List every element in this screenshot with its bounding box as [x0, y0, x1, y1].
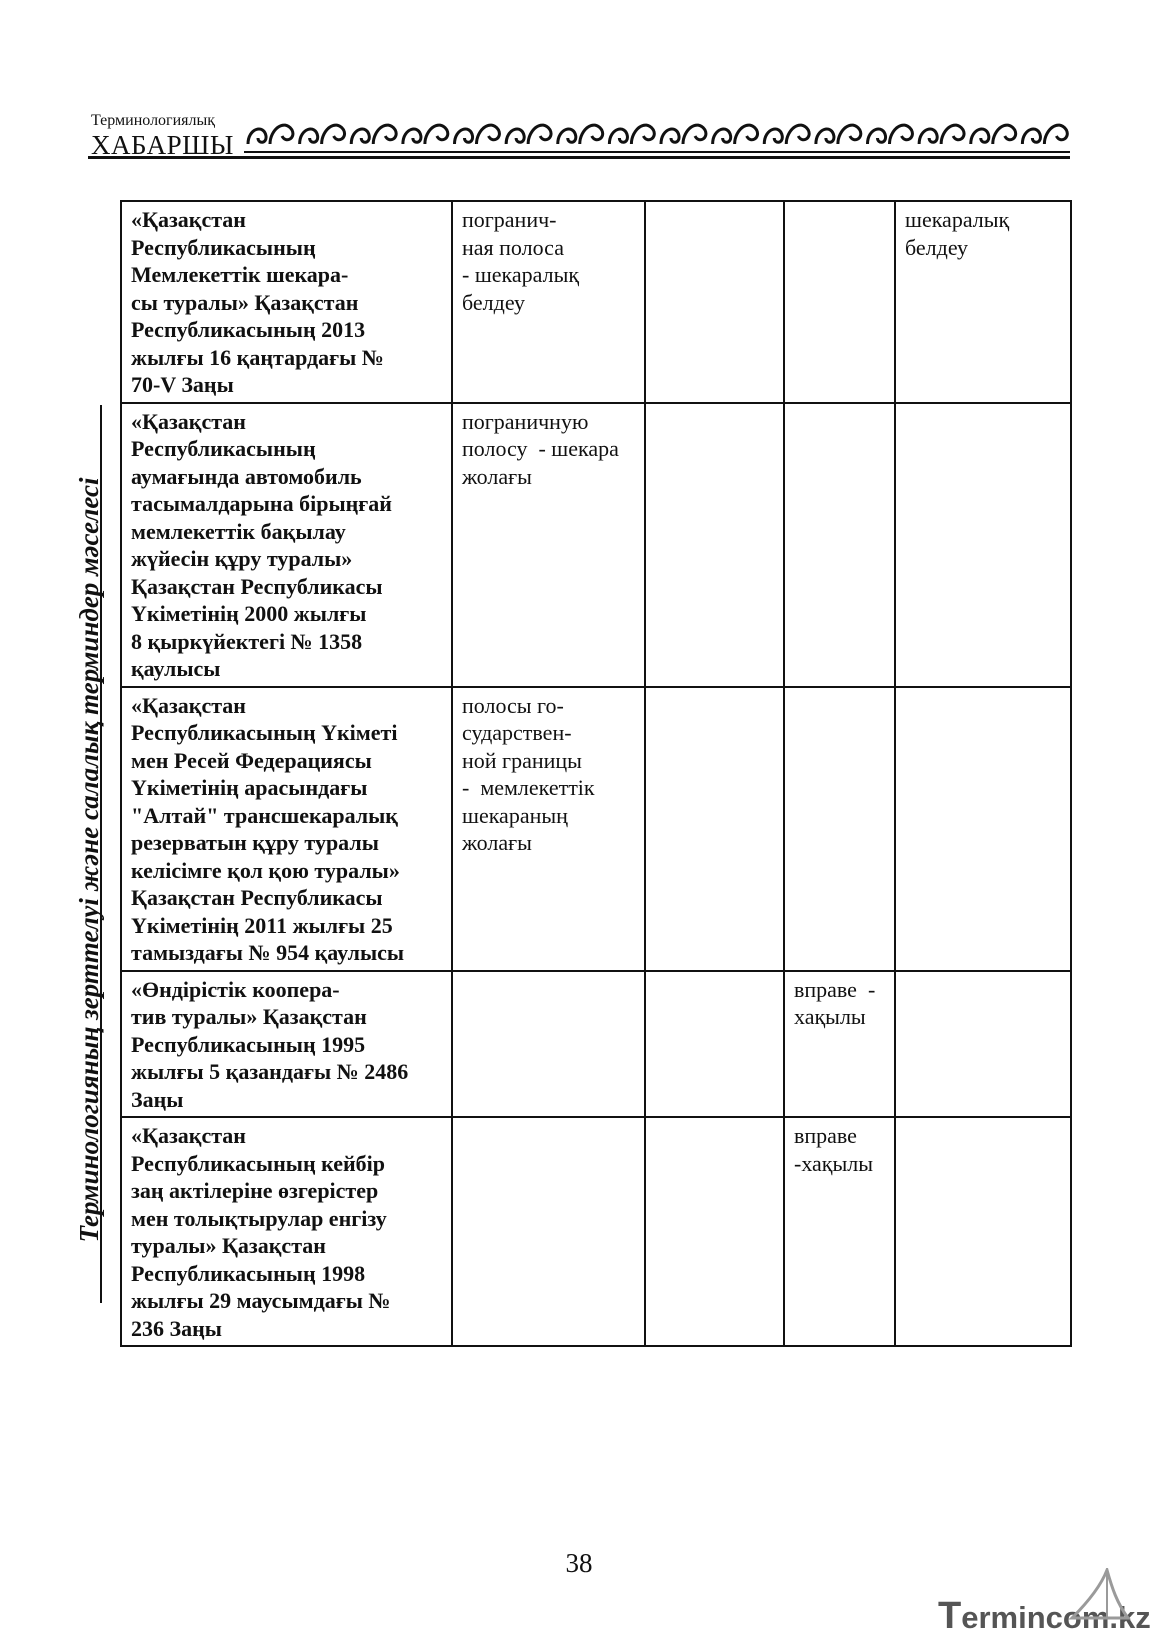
cell-line: Республикасының 1995: [131, 1031, 366, 1057]
ornament-motif: [868, 125, 913, 144]
source-cell: [121, 971, 452, 1118]
ru-term-cell: [452, 971, 645, 1118]
ornament-motif: [1022, 125, 1067, 144]
cell-line: Үкіметінің 2011 жылғы 25: [131, 912, 393, 938]
kz-term-cell: [895, 201, 1071, 403]
cell-line: Үкіметінің арасындағы: [131, 775, 368, 800]
ornament-motif: [971, 125, 1016, 144]
cell-line: Республикасының: [131, 436, 316, 461]
source-cell: [121, 1117, 452, 1346]
ornament-motif: [919, 125, 964, 144]
cell-line: аумағында автомобиль: [131, 463, 362, 489]
kz-term-cell: [895, 687, 1071, 971]
cell-line: сударствен-: [462, 720, 572, 745]
ru-kz-term-cell: [784, 971, 895, 1118]
ornament-motif: [506, 125, 551, 144]
cell-line: пограничную: [462, 408, 589, 434]
ru-term-cell: [452, 1117, 645, 1346]
terms-table: [120, 200, 1072, 1347]
ornament-motif: [558, 125, 603, 144]
cell-line: тив туралы» Қазақстан: [131, 1004, 367, 1029]
cell-line: Республикасының кейбір: [131, 1150, 386, 1176]
cell-line: -хақылы: [794, 1150, 874, 1176]
cell-line: Республикасының 2013: [131, 317, 366, 342]
cell-line: вправе -: [794, 976, 876, 1002]
cell-line: Мемлекеттік шекара-: [131, 262, 349, 287]
cell-line: белдеу: [462, 289, 526, 315]
journal-header: [88, 108, 1070, 160]
ornament-motif: [816, 125, 861, 144]
table-row: [121, 201, 1071, 403]
cell-line: - шекаралық: [462, 262, 580, 287]
ru-term-cell: [452, 201, 645, 403]
empty-cell: [645, 1117, 784, 1346]
logo-word: ermincom: [961, 1600, 1110, 1635]
logo-domain: .kz: [1109, 1600, 1151, 1635]
ornament-motif: [403, 125, 448, 144]
ornament-motif: [455, 125, 500, 144]
cell-line: жүйесін құру туралы»: [131, 546, 353, 571]
cell-line: мен Ресей Федерациясы: [131, 747, 372, 773]
cell-line: ной границы: [462, 747, 582, 773]
ornament-band-icon: [244, 114, 1070, 156]
sail-icon: [1062, 1568, 1132, 1624]
empty-cell: [645, 687, 784, 971]
journal-title-big: ХАБАРШЫ: [91, 130, 234, 160]
cell-line: Үкіметінің 2000 жылғы: [131, 601, 367, 626]
source-cell: [121, 201, 452, 403]
cell-line: полосу - шекара: [462, 436, 619, 461]
ru-kz-term-cell: [784, 1117, 895, 1346]
cell-line: жылғы 29 маусымдағы №: [131, 1288, 391, 1313]
cell-line: Республикасының 1998: [131, 1260, 366, 1286]
cell-line: тамыздағы № 954 қаулысы: [131, 940, 405, 965]
cell-line: Қазақстан Республикасы: [131, 885, 383, 910]
empty-cell: [645, 403, 784, 687]
table-row: [121, 403, 1071, 687]
ornament-motif: [609, 125, 654, 144]
kz-term-cell: [895, 403, 1071, 687]
cell-line: Республикасының Үкіметі: [131, 720, 398, 745]
ornament-motif: [661, 125, 706, 144]
cell-line: «Қазақстан: [131, 408, 246, 434]
cell-line: - мемлекеттік: [462, 775, 595, 800]
cell-line: Қазақстан Республикасы: [131, 573, 383, 599]
ru-kz-term-cell: [784, 403, 895, 687]
cell-line: ная полоса: [462, 234, 564, 260]
cell-line: жылғы 16 қаңтардағы №: [131, 344, 384, 370]
cell-line: 70-V Заңы: [131, 372, 234, 397]
cell-line: мемлекеттік бақылау: [131, 518, 346, 544]
ornament-motif: [248, 125, 293, 144]
ru-kz-term-cell: [784, 201, 895, 403]
table-row: [121, 1117, 1071, 1346]
cell-line: заң актілеріне өзгерістер: [131, 1178, 379, 1203]
ornament-motif: [351, 125, 396, 144]
cell-line: шекараның: [462, 802, 568, 828]
cell-line: келісімге қол қою туралы»: [131, 857, 400, 883]
cell-line: «Қазақстан: [131, 1123, 246, 1148]
cell-line: хақылы: [794, 1004, 866, 1029]
cell-line: Республикасының: [131, 234, 316, 260]
cell-line: "Алтай" трансшекаралық: [131, 802, 398, 828]
ornament-motif: [713, 125, 758, 144]
cell-line: шекаралық: [905, 207, 1010, 232]
empty-cell: [645, 971, 784, 1118]
source-cell: [121, 403, 452, 687]
kz-term-cell: [895, 1117, 1071, 1346]
cell-line: 236 Заңы: [131, 1315, 222, 1341]
table-row: [121, 971, 1071, 1118]
cell-line: погранич-: [462, 207, 557, 232]
cell-line: туралы» Қазақстан: [131, 1233, 326, 1258]
empty-cell: [645, 201, 784, 403]
kz-term-cell: [895, 971, 1071, 1118]
cell-line: сы туралы» Қазақстан: [131, 289, 359, 315]
cell-line: жылғы 5 қазандағы № 2486: [131, 1059, 409, 1084]
ru-term-cell: [452, 687, 645, 971]
page-number: 38: [565, 1548, 593, 1578]
cell-line: 8 қыркүйектегі № 1358: [131, 628, 363, 654]
journal-title-small: Терминологиялық: [91, 112, 216, 129]
cell-line: тасымалдарына бірыңғай: [131, 491, 392, 516]
ornament-motif: [764, 125, 809, 144]
source-cell: [121, 687, 452, 971]
cell-line: мен толықтырулар енгізу: [131, 1205, 387, 1231]
cell-line: жолағы: [462, 830, 532, 855]
cell-line: «Өндірістік коопера-: [131, 976, 340, 1002]
cell-line: Заңы: [131, 1086, 184, 1112]
cell-line: полосы го-: [462, 692, 564, 718]
ru-kz-term-cell: [784, 687, 895, 971]
header-rule: [88, 156, 1070, 159]
cell-line: жолағы: [462, 463, 532, 489]
ornament-motif: [300, 125, 345, 144]
cell-line: «Қазақстан: [131, 692, 246, 718]
cell-line: белдеу: [905, 234, 969, 260]
logo-letter: T: [938, 1595, 962, 1637]
side-running-title: Терминологияның зерттелуі және салалық терминдер мәселесі: [74, 477, 104, 1243]
cell-line: резерватын құру туралы: [131, 830, 379, 855]
ru-term-cell: [452, 403, 645, 687]
table-row: [121, 687, 1071, 971]
cell-line: вправе: [794, 1123, 857, 1148]
cell-line: «Қазақстан: [131, 207, 246, 232]
cell-line: қаулысы: [131, 656, 221, 681]
